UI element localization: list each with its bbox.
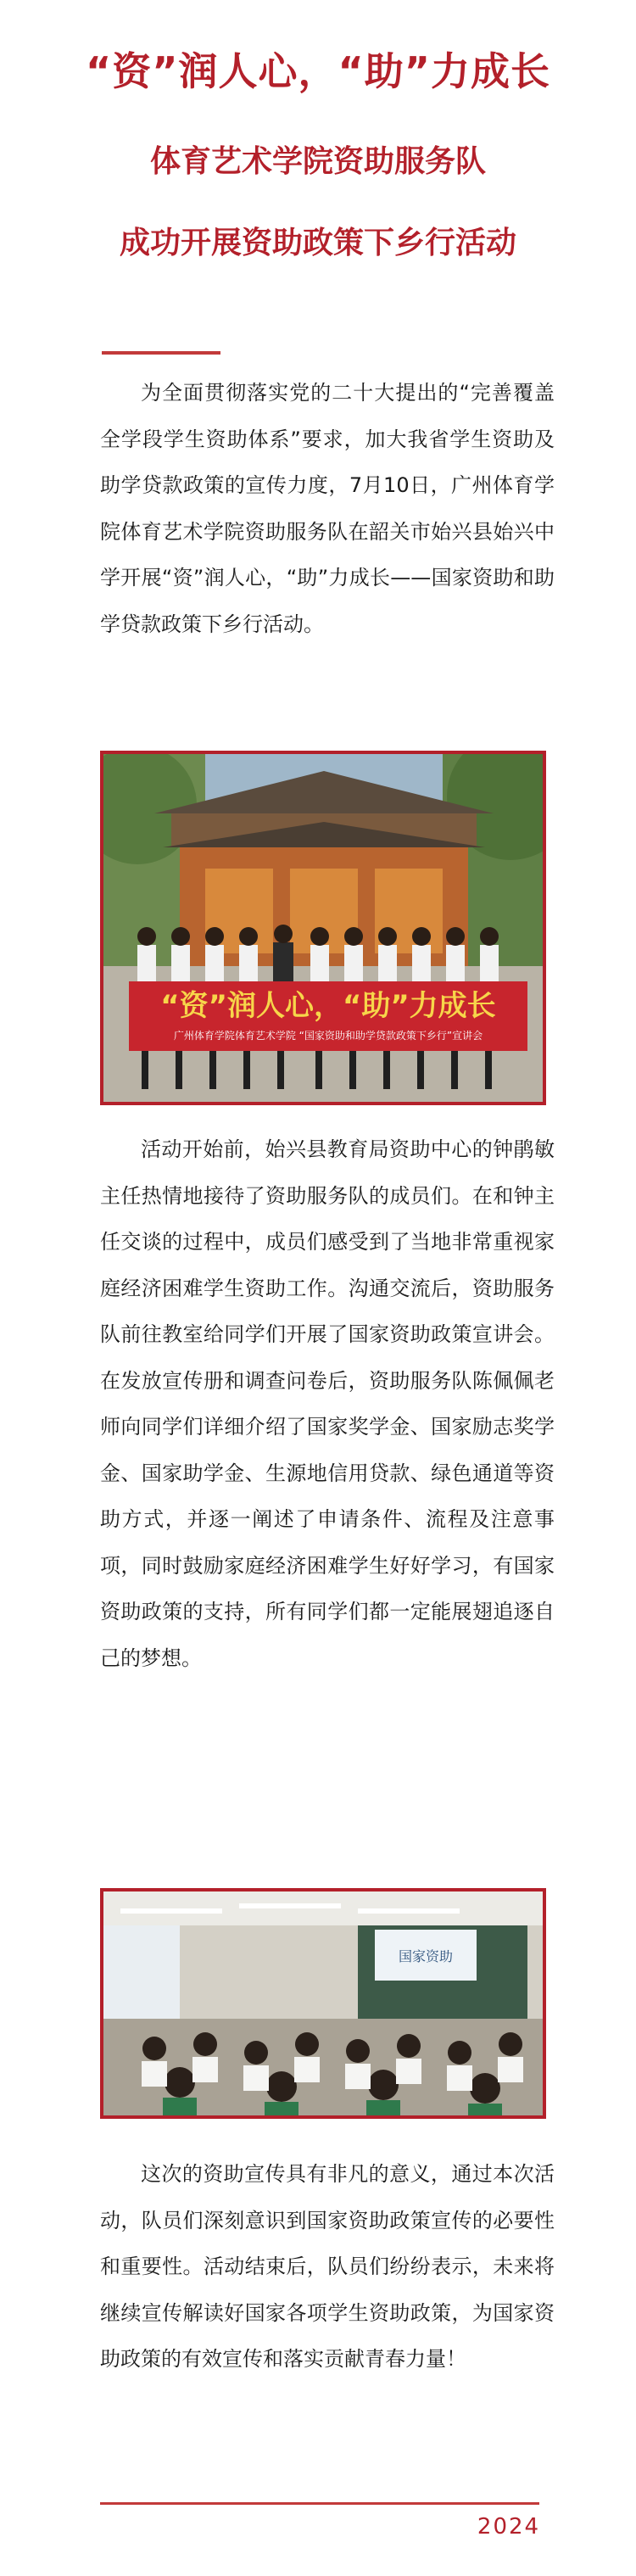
classroom-photo bbox=[100, 1888, 546, 2119]
title-line-3: 成功开展资助政策下乡行活动 bbox=[119, 226, 516, 260]
accent-divider-bottom bbox=[100, 2502, 539, 2505]
footer-year: 2024 bbox=[477, 2514, 541, 2540]
classroom-photo-illustration bbox=[103, 1891, 543, 2115]
accent-divider-top bbox=[102, 351, 220, 355]
group-photo bbox=[100, 751, 546, 1105]
paragraph-activity: 活动开始前，始兴县教育局资助中心的钟鹃敏主任热情地接待了资助服务队的成员们。在和钟主任交谈的过程中，成员们感受到了当地非常重视家庭经济困难学生资助工作。沟通交流后，资助服务队前往教室给同学们开展了国家资助政策宣讲会。在发放宣传册和调查问卷后，资助服务队陈佩佩老师向同学们详细介绍了国家奖学金、国家励志奖学金、国家助学金、生源地信用贷款、绿色通道等资助方式，并逐一阐述了申请条件、流程及注意事项，同时鼓励家庭经济困难学生好好学习，有国家资助政策的支持，所有同学们都一定能展翅追逐自己的梦想。 bbox=[100, 1137, 555, 1670]
group-photo-illustration bbox=[103, 754, 543, 1102]
banner-sub-text: 广州体育学院体育艺术学院 “国家资助和助学贷款政策下乡行”宣讲会 bbox=[173, 1030, 483, 1042]
title-line-1: “资”润人心，“助”力成长 bbox=[86, 48, 550, 94]
paragraph-intro: 为全面贯彻落实党的二十大提出的“完善覆盖全学段学生资助体系”要求，加大我省学生资助及助学贷款政策的宣传力度，7月10日，广州体育学院体育艺术学院资助服务队在韶关市始兴县始兴中学开展“资”润人心，“助”力成长——国家资助和助学贷款政策下乡行活动。 bbox=[100, 381, 555, 636]
projector-screen-text: 国家资助 bbox=[398, 1948, 454, 1964]
paragraph-conclusion: 这次的资助宣传具有非凡的意义，通过本次活动，队员们深刻意识到国家资助政策宣传的必要性和重要性。活动结束后，队员们纷纷表示，未来将继续宣传解读好国家各项学生资助政策，为国家资助政策的有效宣传和落实贡献青春力量！ bbox=[100, 2162, 555, 2371]
title-line-2: 体育艺术学院资助服务队 bbox=[149, 144, 486, 179]
banner-main-text: “资”润人心，“助”力成长 bbox=[160, 989, 496, 1023]
